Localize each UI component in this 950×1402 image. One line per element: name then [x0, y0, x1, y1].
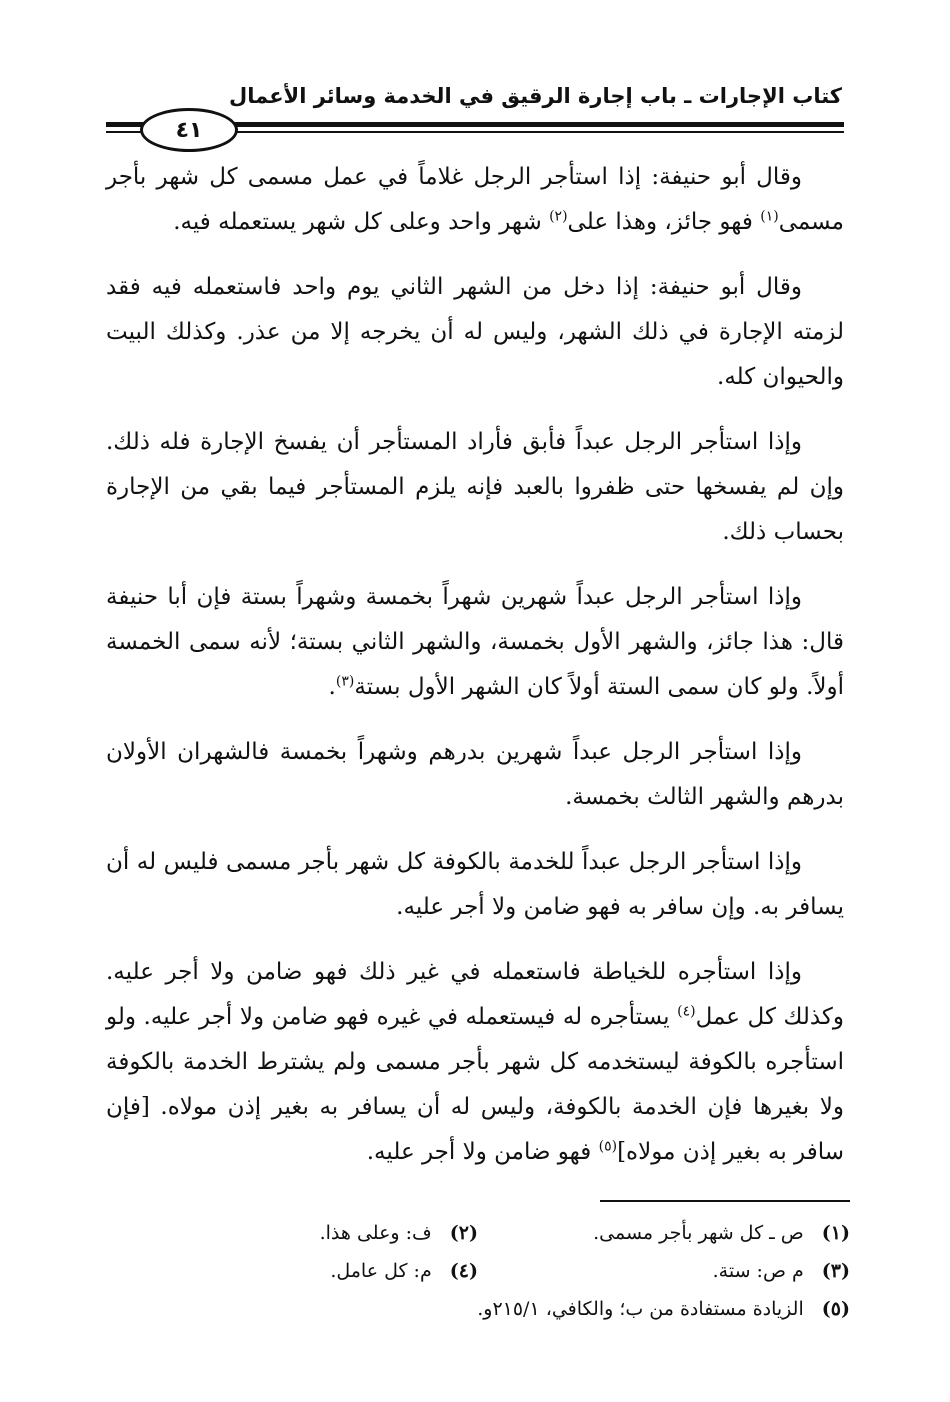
- paragraph-text: وإذا استأجر الرجل عبداً فأبق فأراد المستأجر أن يفسخ الإجارة فله ذلك. وإن لم يفسخها حتى ظفروا بالعبد فإنه يلزم المستأجر فيما بقي من الإجارة بحساب ذلك.: [106, 429, 844, 545]
- footnote-ref: (٥): [598, 1138, 618, 1155]
- footnote-row: [106, 1252, 850, 1290]
- footnote-3: [478, 1252, 850, 1290]
- footnote-row: [106, 1214, 850, 1252]
- footnote-number: (٣): [821, 1260, 850, 1282]
- page-number: ٤١: [140, 108, 238, 152]
- footnote-2: [106, 1214, 478, 1252]
- footnote-number: (٥): [821, 1298, 850, 1320]
- paragraph-text: فهو ضامن ولا أجر عليه.: [366, 1139, 599, 1165]
- footnote-text: ف: وعلى هذا.: [319, 1222, 432, 1244]
- paragraph-text: وقال أبو حنيفة: إذا دخل من الشهر الثاني يوم واحد فاستعمله فيه فقد لزمته الإجارة في ذلك الشهر، وليس له أن يخرجه إلا من عذر. وكذلك البيت والحيوان كله.: [106, 274, 844, 390]
- footnote-number: (٤): [449, 1260, 478, 1282]
- paragraph-text: شهر واحد وعلى كل شهر يستعمله فيه.: [173, 209, 550, 235]
- footnote-text: ص ـ كل شهر بأجر مسمى.: [593, 1222, 804, 1244]
- paragraph-text: يستأجره له فيستعمله في غيره فهو ضامن ولا أجر عليه. ولو استأجره بالكوفة ليستخدمه كل شهر بأجر مسمى ولم يشترط الخدمة بالكوفة ولا بغيرها فإن الخدمة بالكوفة، وليس له أن يسافر به بغير إذن مولاه. [فإن سافر به بغير إذن مولاه]: [106, 1004, 844, 1165]
- paragraph: [106, 730, 844, 820]
- paragraph-text: وقال أبو حنيفة: إذا استأجر الرجل غلاماً في عمل مسمى كل شهر بأجر مسمى: [106, 164, 844, 235]
- footnote-text: م: كل عامل.: [330, 1260, 432, 1282]
- paragraph: [106, 840, 844, 930]
- footnote-ref: (٣): [335, 673, 355, 690]
- paragraph-text: وإذا استأجر الرجل عبداً شهرين شهراً بخمسة وشهراً بستة فإن أبا حنيفة قال: هذا جائز، والشهر الأول بخمسة، والشهر الثاني بستة؛ لأنه سمى الخمسة أولاً. ولو كان سمى الستة أولاً كان الشهر الأول بستة: [106, 584, 844, 700]
- paragraph: [106, 420, 844, 555]
- paragraph-text: فهو جائز، وهذا على: [567, 209, 761, 235]
- footnote-1: [478, 1214, 850, 1252]
- footnote-text: الزيادة مستفادة من ب؛ والكافي، ٢١٥/١و.: [477, 1298, 804, 1320]
- footnote-ref: (٤): [677, 1003, 696, 1020]
- paragraph: [106, 265, 844, 400]
- paragraph-text: .: [328, 674, 336, 700]
- main-text: [106, 155, 844, 1195]
- paragraph: [106, 575, 844, 710]
- footnotes: [106, 1214, 850, 1328]
- footnote-separator: [600, 1200, 850, 1202]
- paragraph-text: وإذا استأجره للخياطة فاستعمله في غير ذلك فهو ضامن ولا أجر عليه. وكذلك كل عمل: [106, 959, 844, 1030]
- footnote-row: [106, 1290, 850, 1328]
- footnote-ref: (٢): [549, 208, 568, 225]
- running-head-title: كتاب الإجارات ـ باب إجارة الرقيق في الخدمة وسائر الأعمال: [229, 84, 842, 108]
- paragraph: [106, 950, 844, 1175]
- paragraph: [106, 155, 844, 245]
- footnote-text: م ص: ستة.: [712, 1260, 804, 1282]
- footnote-4: [106, 1252, 478, 1290]
- footnote-number: (١): [821, 1222, 850, 1244]
- footnote-number: (٢): [449, 1222, 478, 1244]
- footnote-5: [477, 1290, 850, 1328]
- paragraph-text: وإذا استأجر الرجل عبداً للخدمة بالكوفة كل شهر بأجر مسمى فليس له أن يسافر به. وإن سافر به فهو ضامن ولا أجر عليه.: [106, 849, 844, 920]
- paragraph-text: وإذا استأجر الرجل عبداً شهرين بدرهم وشهراً بخمسة فالشهران الأولان بدرهم والشهر الثالث بخمسة.: [106, 739, 844, 810]
- footnote-ref: (١): [760, 208, 779, 225]
